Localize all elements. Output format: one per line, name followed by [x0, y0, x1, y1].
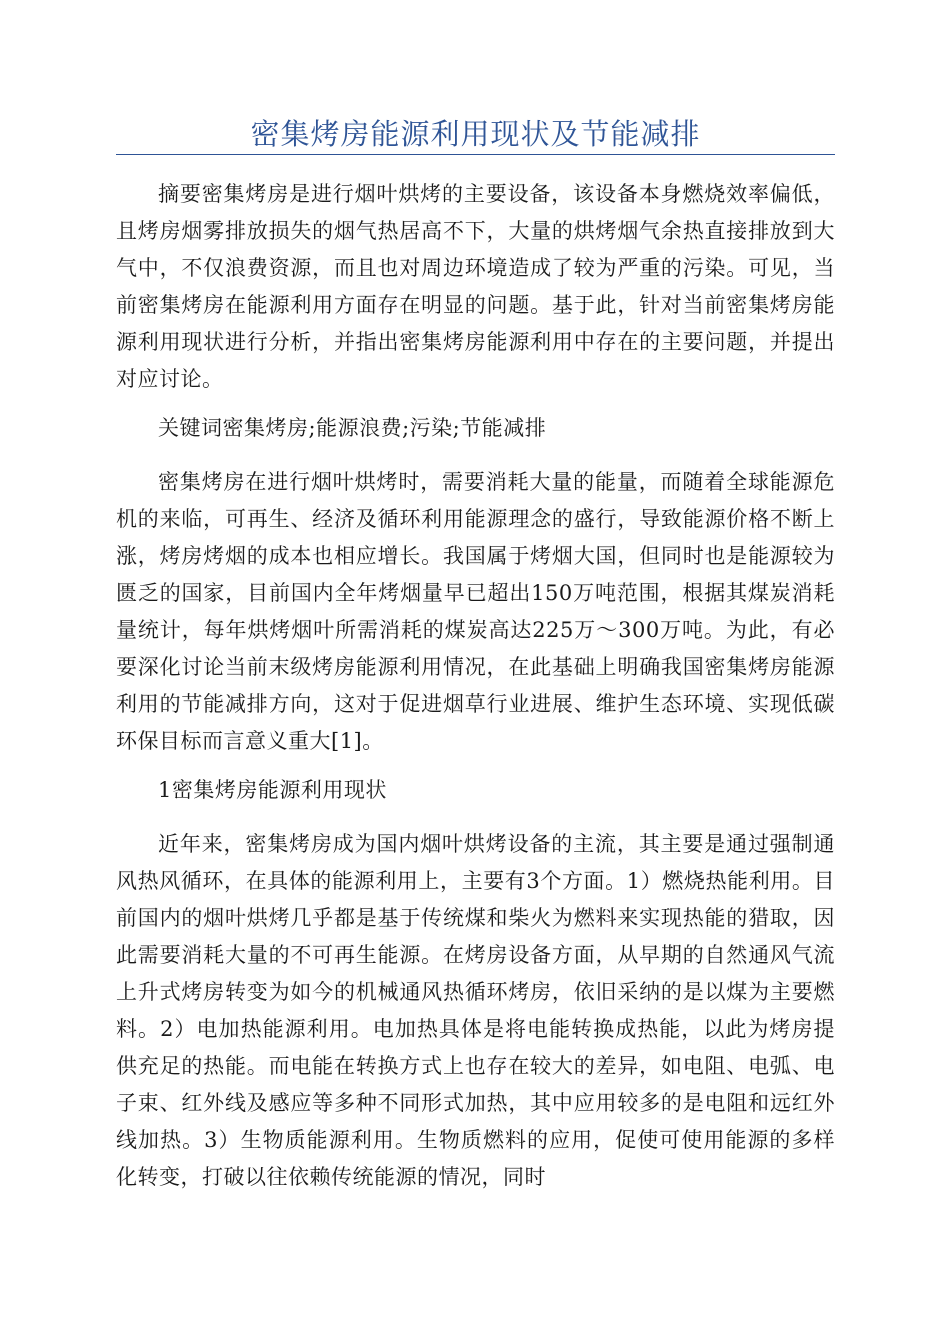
- document-title: 密集烤房能源利用现状及节能减排: [250, 117, 701, 151]
- title-underline: [116, 154, 835, 155]
- section-paragraph: 近年来，密集烤房成为国内烟叶烘烤设备的主流，其主要是通过强制通风热风循环，在具体的能源利用上，主要有3个方面。1）燃烧热能利用。目前国内的烟叶烘烤几乎都是基于传统煤和柴火为燃料来实现热能的猎取，因此需要消耗大量的不可再生能源。在烤房设备方面，从早期的自然通风气流上升式烤房转变为如今的机械通风热循环烤房，依旧采纳的是以煤为主要燃料。2）电加热能源利用。电加热具体是将电能转换成热能，以此为烤房提供充足的热能。而电能在转换方式上也存在较大的差异，如电阻、电弧、电子束、红外线及感应等多种不同形式加热，其中应用较多的是电阻和远红外线加热。3）生物质能源利用。生物质燃料的应用，促使可使用能源的多样化转变，打破以往依赖传统能源的情况，同时: [116, 832, 835, 1189]
- intro-paragraph: 密集烤房在进行烟叶烘烤时，需要消耗大量的能量，而随着全球能源危机的来临，可再生、经济及循环利用能源理念的盛行，导致能源价格不断上涨，烤房烤烟的成本也相应增长。我国属于烤烟大国，但同时也是能源较为匮乏的国家，目前国内全年烤烟量早已超出150万吨范围，根据其煤炭消耗量统计，每年烘烤烟叶所需消耗的煤炭高达225万～300万吨。为此，有必要深化讨论当前末级烤房能源利用情况，在此基础上明确我国密集烤房能源利用的节能减排方向，这对于促进烟草行业进展、维护生态环境、实现低碳环保目标而言意义重大[1]。: [116, 470, 835, 753]
- document-body: [116, 176, 835, 1208]
- abstract-paragraph: 摘要密集烤房是进行烟叶烘烤的主要设备，该设备本身燃烧效率偏低，且烤房烟雾排放损失的烟气热居高不下，大量的烘烤烟气余热直接排放到大气中，不仅浪费资源，而且也对周边环境造成了较为严重的污染。可见，当前密集烤房在能源利用方面存在明显的问题。基于此，针对当前密集烤房能源利用现状进行分析，并指出密集烤房能源利用中存在的主要问题，并提出对应讨论。: [116, 182, 835, 391]
- section-heading: 1密集烤房能源利用现状: [158, 778, 387, 802]
- keywords-paragraph: 关键词密集烤房;能源浪费;污染;节能减排: [158, 416, 547, 440]
